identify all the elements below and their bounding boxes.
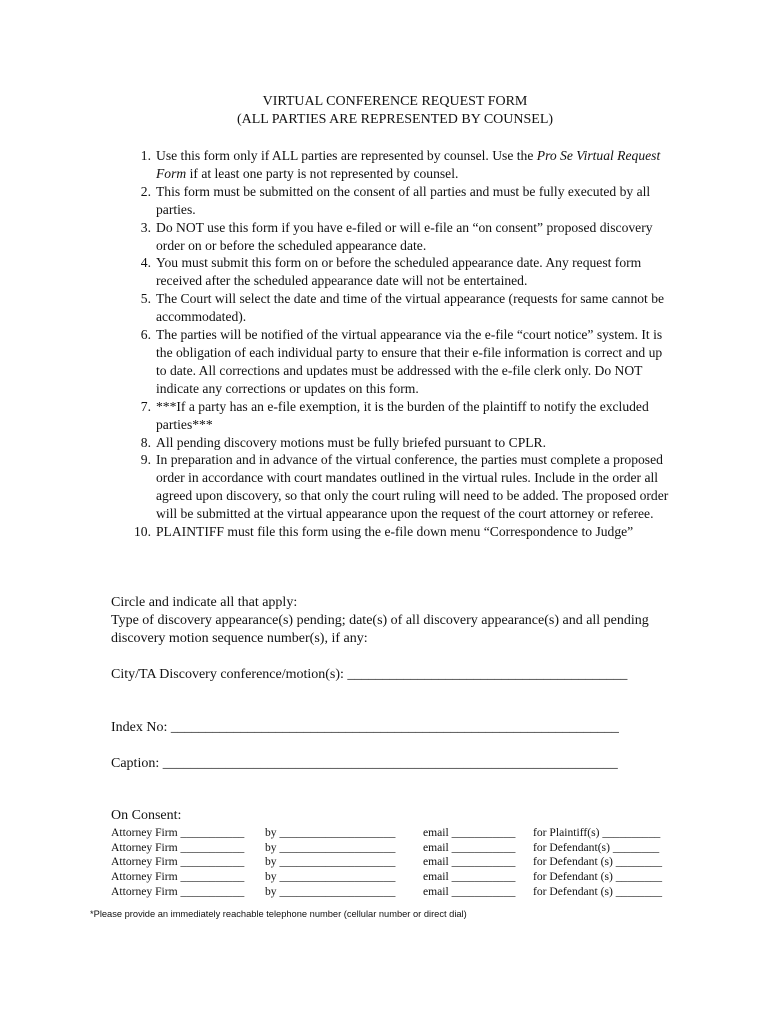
instruction-number: 4. bbox=[140, 255, 151, 271]
instruction-number: 2. bbox=[140, 183, 151, 199]
consent-row bbox=[111, 885, 662, 900]
instruction-text: ***If a party has an e-file exemption, it is the burden of the plaintiff to notify the excluded parties*** bbox=[156, 398, 649, 432]
party-field[interactable]: for Defendant(s) ________ bbox=[533, 840, 660, 854]
pro-se-form-reference: Pro Se Virtual Request Form bbox=[156, 148, 661, 181]
email-field[interactable]: email ___________ bbox=[423, 826, 516, 839]
by-field[interactable]: by ____________________ bbox=[265, 840, 396, 854]
instruction-text: if at least one party is not represented by counsel. bbox=[186, 165, 459, 181]
instruction-number: 6. bbox=[140, 327, 151, 343]
consent-row bbox=[111, 855, 662, 870]
caption-field[interactable]: Caption: _________________________________________________________________ bbox=[111, 756, 618, 771]
instruction-item bbox=[140, 254, 676, 290]
attorney-firm-field[interactable]: Attorney Firm ___________ bbox=[111, 826, 245, 839]
party-field[interactable]: for Defendant (s) ________ bbox=[533, 855, 663, 869]
instruction-text: Do NOT use this form if you have e-filed or will e-file an “on consent” proposed discovery order on or before the scheduled appearance date. bbox=[156, 219, 653, 253]
email-field[interactable]: email ___________ bbox=[423, 840, 516, 854]
instruction-number: 9. bbox=[140, 452, 151, 468]
by-field[interactable]: by ____________________ bbox=[265, 855, 396, 869]
party-field[interactable]: for Defendant (s) ________ bbox=[533, 884, 663, 898]
instruction-text: PLAINTIFF must file this form using the e-file down menu “Correspondence to Judge” bbox=[156, 524, 634, 540]
instruction-text: The Court will select the date and time of the virtual appearance (requests for same cannot be accommodated). bbox=[156, 291, 665, 325]
instruction-item bbox=[140, 326, 676, 398]
instruction-text: Use this form only if ALL parties are represented by counsel. Use the bbox=[156, 148, 537, 163]
instructions-list bbox=[134, 147, 676, 541]
attorney-firm-field[interactable]: Attorney Firm ___________ bbox=[111, 840, 245, 854]
attorney-firm-field[interactable]: Attorney Firm ___________ bbox=[111, 884, 245, 898]
consent-row bbox=[111, 870, 662, 885]
instruction-number: 3. bbox=[140, 219, 151, 235]
index-number-field[interactable]: Index No: ________________________________________________________________ bbox=[111, 720, 619, 735]
instruction-text: This form must be submitted on the consent of all parties and must be fully executed by all parties. bbox=[156, 183, 651, 217]
instruction-item bbox=[140, 434, 676, 452]
instruction-item bbox=[134, 523, 676, 541]
title-line-1: VIRTUAL CONFERENCE REQUEST FORM bbox=[262, 94, 528, 109]
form-title bbox=[0, 93, 770, 129]
instruction-item bbox=[140, 147, 676, 183]
consent-row bbox=[111, 826, 662, 841]
instruction-number: 10. bbox=[134, 524, 151, 540]
city-ta-discovery-field[interactable]: City/TA Discovery conference/motion(s): ________________________________________ bbox=[111, 667, 628, 682]
instruction-item bbox=[140, 219, 676, 255]
instruction-number: 8. bbox=[140, 434, 151, 450]
instruction-item bbox=[140, 398, 676, 434]
instruction-number: 1. bbox=[140, 148, 151, 163]
email-field[interactable]: email ___________ bbox=[423, 855, 516, 869]
email-field[interactable]: email ___________ bbox=[423, 870, 516, 884]
consent-row bbox=[111, 841, 662, 856]
by-field[interactable]: by ____________________ bbox=[265, 826, 396, 839]
attorney-firm-field[interactable]: Attorney Firm ___________ bbox=[111, 870, 245, 884]
instruction-text: You must submit this form on or before the scheduled appearance date. Any request form received after the scheduled appearance date will not be entertained. bbox=[156, 255, 642, 289]
attorney-firm-field[interactable]: Attorney Firm ___________ bbox=[111, 855, 245, 869]
party-field[interactable]: for Defendant (s) ________ bbox=[533, 870, 663, 884]
instruction-item bbox=[140, 290, 676, 326]
instruction-number: 7. bbox=[140, 398, 151, 414]
telephone-footnote: *Please provide an immediately reachable telephone number (cellular number or direct dial) bbox=[90, 909, 467, 919]
consent-signature-table bbox=[111, 826, 662, 900]
instruction-number: 5. bbox=[140, 291, 151, 307]
email-field[interactable]: email ___________ bbox=[423, 884, 516, 898]
on-consent-label: On Consent: bbox=[111, 808, 182, 823]
instruction-item bbox=[140, 451, 676, 523]
by-field[interactable]: by ____________________ bbox=[265, 870, 396, 884]
instruction-item bbox=[140, 183, 676, 219]
by-field[interactable]: by ____________________ bbox=[265, 884, 396, 898]
discovery-instruction: Type of discovery appearance(s) pending; date(s) of all discovery appearance(s) and all pending discovery motion sequence number(s), if any: bbox=[111, 613, 649, 646]
instruction-text: The parties will be notified of the virtual appearance via the e-file “court notice” system. It is the obligation of each individual party to ensure that their e-file information is correct and up to date. All corrections and updates must be addressed with the e-file clerk only. Do NOT indicate any corrections or updates on this form. bbox=[156, 327, 663, 396]
instruction-text: All pending discovery motions must be fully briefed pursuant to CPLR. bbox=[156, 434, 547, 450]
party-field[interactable]: for Plaintiff(s) __________ bbox=[533, 826, 661, 839]
instruction-text: In preparation and in advance of the virtual conference, the parties must complete a proposed order in accordance with court mandates outlined in the virtual rules. Include in the order all agreed upon discovery, so that only the court ruling will need to be added. The proposed order will be submitted at the virtual appearance upon the request of the court attorney or referee. bbox=[156, 452, 669, 522]
title-line-2: (ALL PARTIES ARE REPRESENTED BY COUNSEL) bbox=[236, 112, 554, 127]
circle-instruction: Circle and indicate all that apply: bbox=[111, 595, 298, 610]
